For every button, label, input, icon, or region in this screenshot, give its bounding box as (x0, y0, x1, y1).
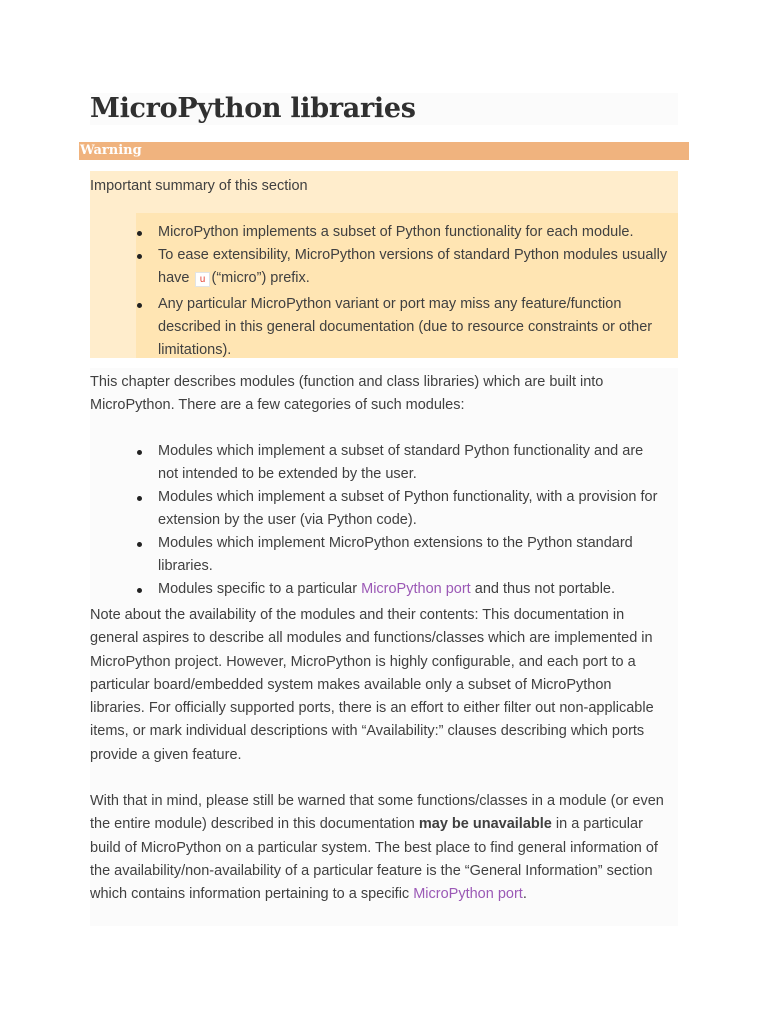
inline-code: u (195, 272, 209, 287)
intro-paragraph: This chapter describes modules (function and class libraries) which are built into MicroPython. There are a few categories of such modules: (90, 374, 604, 414)
list-item: Modules which implement a subset of Python functionality, with a provision for extension by the user (via Python code). (136, 486, 666, 532)
warning-admonition (90, 171, 678, 358)
list-item: To ease extensibility, MicroPython versions of standard Python modules usually have u (“micro”) prefix. (136, 244, 676, 291)
availability-warning: With that in mind, please still be warned that some functions/classes in a module (or even the entire module) described in this documentation may be unavailable in a particular build of MicroPython on a particular system. The best place to find general information of the availability/non-availability of a particular feature is the “General Information” section which contains information pertaining to a specific MicroPython port. (90, 793, 664, 903)
list-item: Modules which implement a subset of standard Python functionality and are not intended to be extended by the user. (136, 440, 666, 486)
warning-list (136, 221, 676, 362)
availability-note: Note about the availability of the modules and their contents: This documentation in general aspires to describe all modules and functions/classes which are implemented in MicroPython project. However, MicroPython is highly configurable, and each port to a particular board/embedded system makes available only a subset of MicroPython libraries. For officially supported ports, there is an effort to either filter out non-applicable items, or mark individual descriptions with “Availability:” clauses describing which ports provide a given feature. (90, 607, 654, 763)
main-content (90, 368, 678, 926)
list-item: MicroPython implements a subset of Python functionality for each module. (136, 221, 676, 244)
categories-list (136, 440, 666, 601)
warning-list-box (136, 213, 678, 358)
warning-summary: Important summary of this section (90, 178, 308, 194)
emphasis: may be unavailable (418, 816, 552, 833)
list-item: Any particular MicroPython variant or port may miss any feature/function described in this general documentation (due to resource constraints or other limitations). (136, 293, 676, 362)
list-item: Modules which implement MicroPython extensions to the Python standard libraries. (136, 532, 666, 578)
micropython-port-link[interactable]: MicroPython port (361, 581, 471, 597)
micropython-port-link[interactable]: MicroPython port (413, 886, 523, 903)
list-item: Modules specific to a particular MicroPython port and thus not portable. (136, 578, 666, 601)
warning-title: Warning (79, 142, 689, 160)
page-title: MicroPython libraries (90, 93, 678, 125)
